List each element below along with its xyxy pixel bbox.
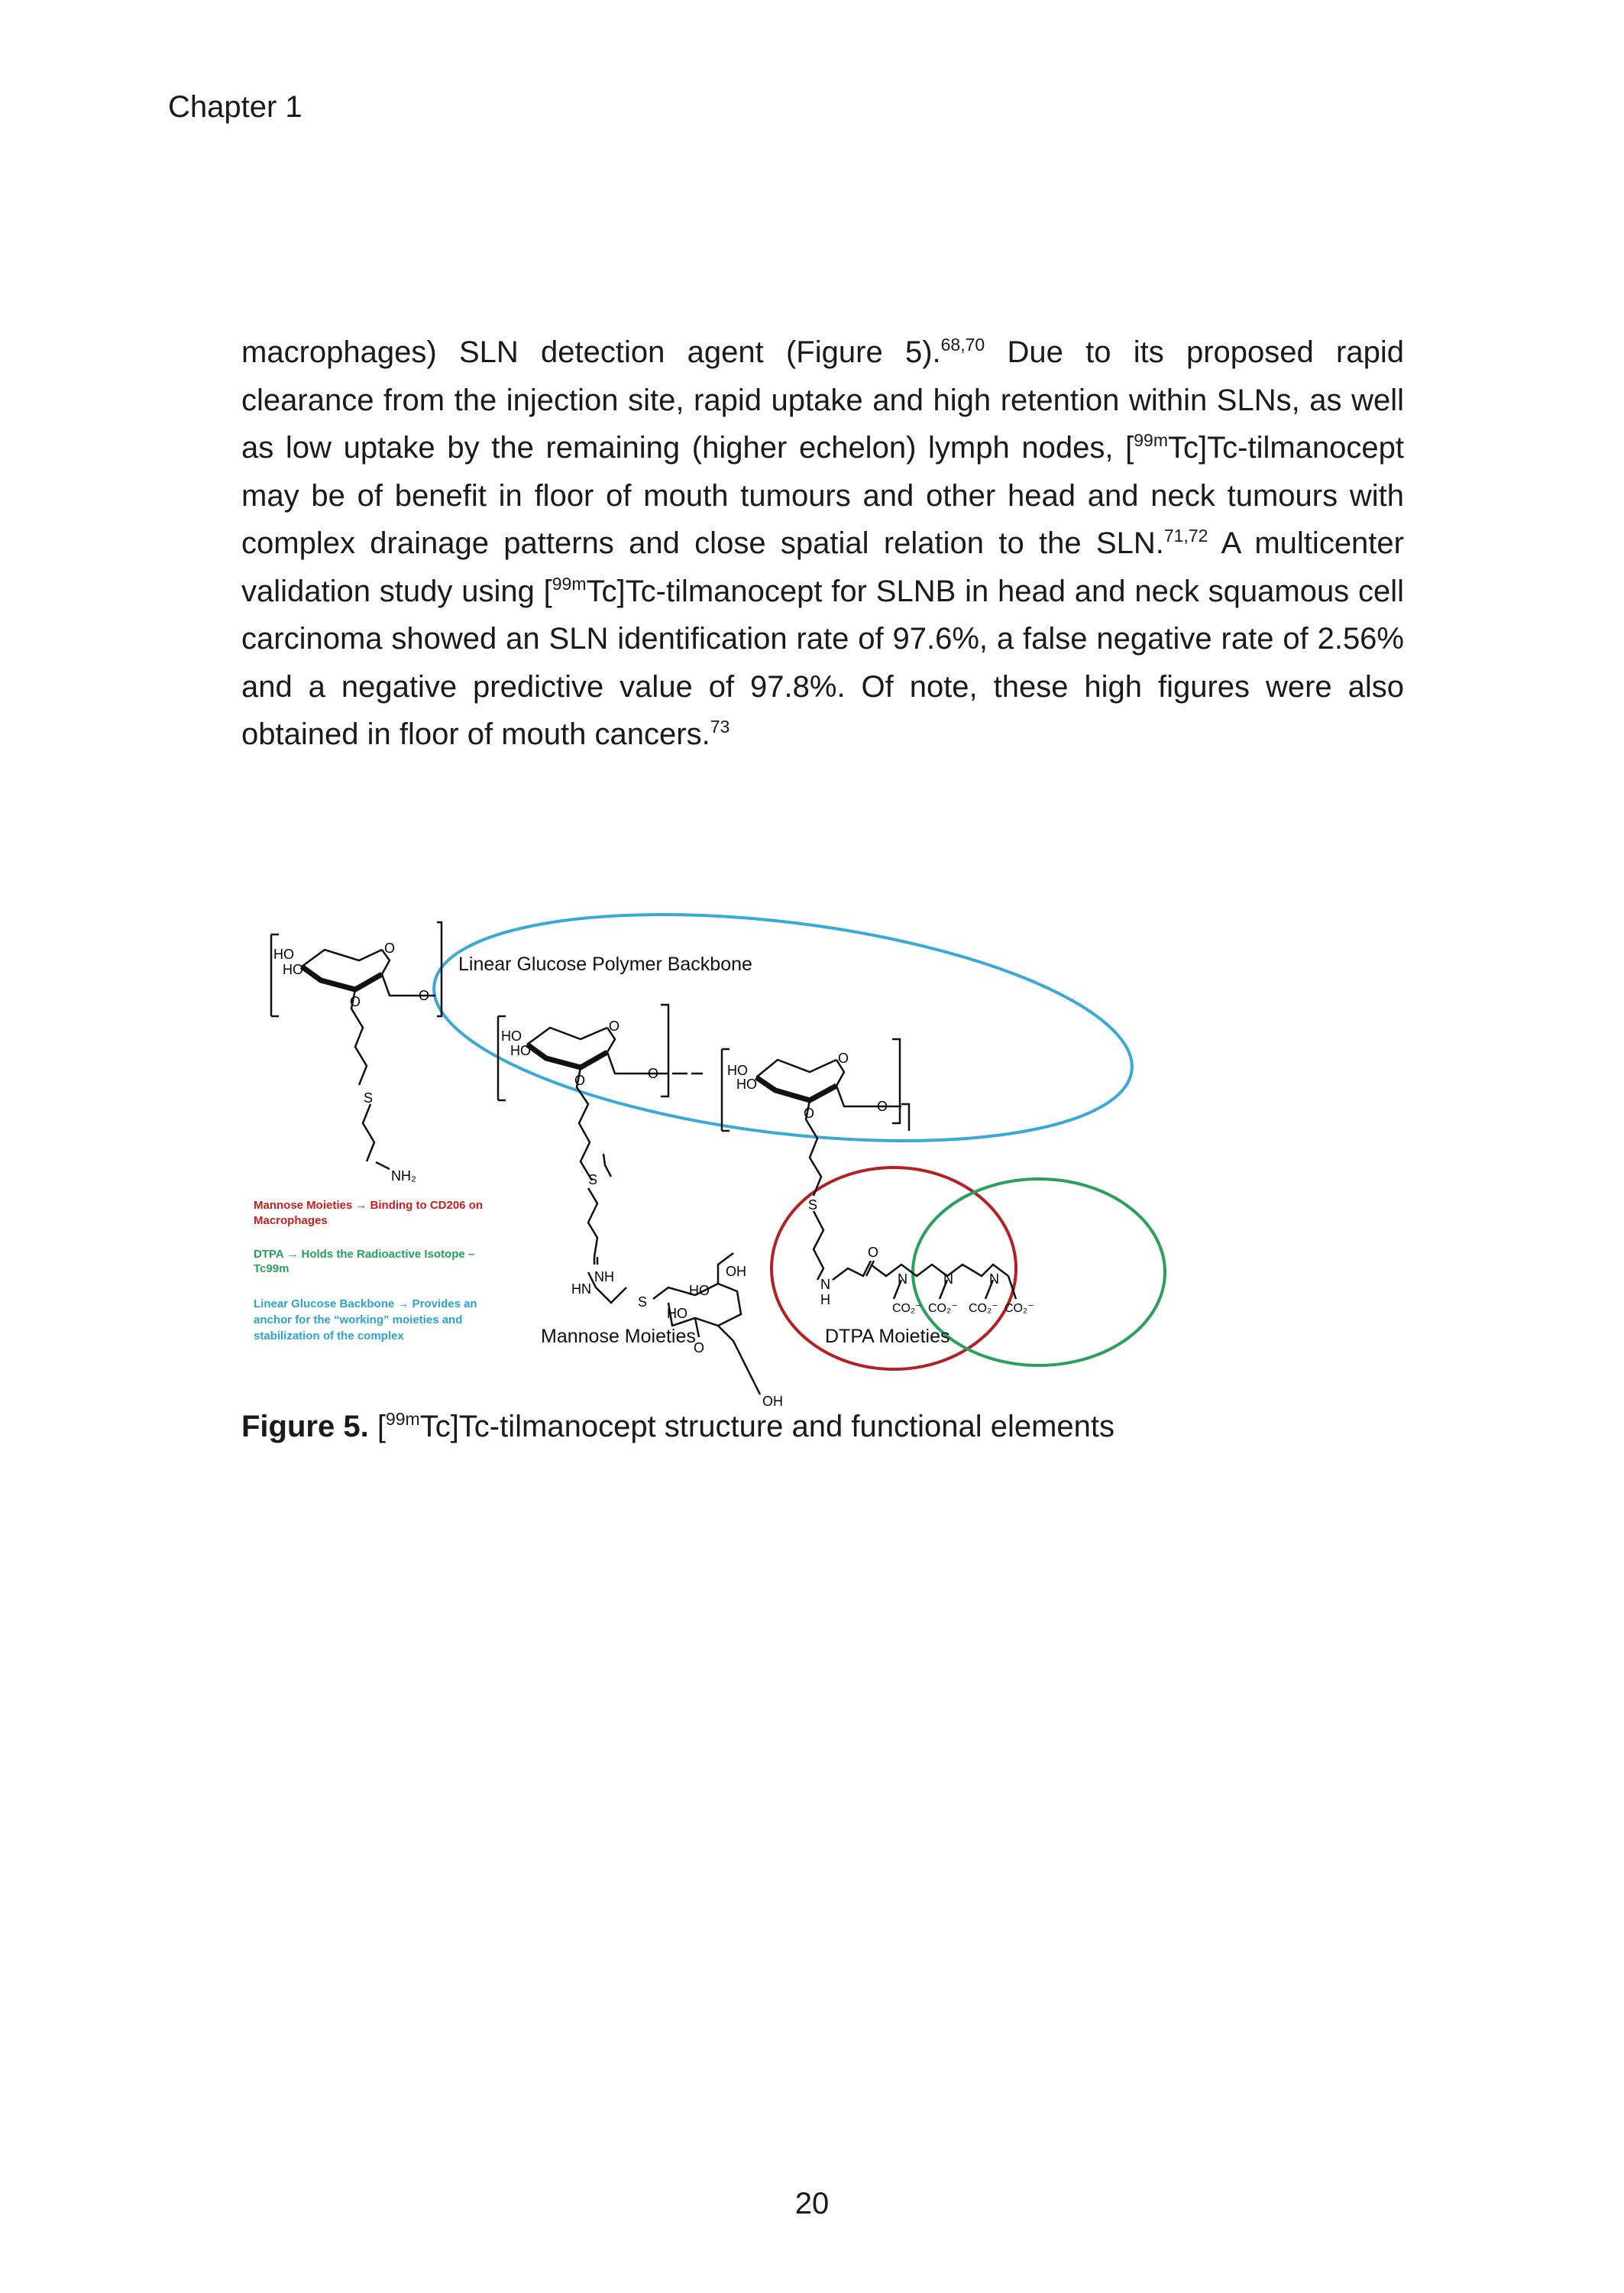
ho-label: HO bbox=[283, 962, 303, 977]
legend-dtpa-line2: Tc99m bbox=[254, 1262, 290, 1275]
ho-label: HO bbox=[689, 1283, 710, 1298]
oh-label: OH bbox=[726, 1264, 746, 1279]
legend-mannose-line1: Mannose Moieties → Binding to CD206 on bbox=[254, 1199, 484, 1212]
s-label: S bbox=[638, 1294, 648, 1310]
co2-label: CO₂⁻ bbox=[892, 1302, 922, 1315]
co2-label: CO₂⁻ bbox=[969, 1302, 998, 1315]
legend-backbone-line3: stabilization of the complex bbox=[254, 1329, 404, 1342]
body-paragraph bbox=[241, 329, 1404, 759]
figure-legend bbox=[254, 1199, 483, 1342]
n-label: N bbox=[898, 1271, 907, 1287]
page-number: 20 bbox=[794, 2187, 830, 2220]
text-segment: Tc]Tc-tilmanocept may be of benefit in floor of mouth tumours and other head and neck tumours with complex drainage patterns and close spatial relation to the SLN. bbox=[241, 431, 1404, 560]
s-label: S bbox=[364, 1090, 374, 1106]
glucose-ring-1 bbox=[271, 922, 442, 1161]
reference-superscript: 68,70 bbox=[940, 335, 985, 355]
figure-caption bbox=[241, 1410, 1114, 1444]
o-label: O bbox=[609, 1019, 620, 1034]
o-label: O bbox=[838, 1051, 849, 1066]
nh-label: NH bbox=[594, 1269, 614, 1284]
s-label: S bbox=[808, 1197, 818, 1213]
n-label: N bbox=[820, 1277, 830, 1292]
isotope-superscript: 99m bbox=[1134, 430, 1169, 450]
hn-label: HN bbox=[571, 1281, 591, 1297]
legend-dtpa-line1: DTPA → Holds the Radioactive Isotope – bbox=[254, 1248, 475, 1261]
ho-label: HO bbox=[736, 1077, 757, 1092]
caption-label: Figure 5. bbox=[241, 1410, 369, 1443]
legend-backbone-line2: anchor for the “working” moieties and bbox=[254, 1313, 463, 1326]
reference-superscript: 71,72 bbox=[1163, 526, 1208, 546]
text-segment: macrophages) SLN detection agent (Figure 5). bbox=[241, 335, 941, 369]
text-segment: A multicenter validation study using [ bbox=[241, 526, 1404, 608]
o-label: O bbox=[694, 1340, 705, 1355]
legend-mannose-line2: Macrophages bbox=[254, 1214, 328, 1227]
caption-pre: [ bbox=[368, 1410, 386, 1443]
o-label: O bbox=[574, 1073, 586, 1088]
ho-label: HO bbox=[273, 947, 294, 962]
ho-label: HO bbox=[501, 1028, 522, 1044]
glucose-ring-2 bbox=[498, 1005, 703, 1181]
tilmanocept-figure bbox=[229, 875, 1108, 1409]
isotope-superscript: 99m bbox=[552, 573, 587, 594]
legend-backbone-line1: Linear Glucose Backbone → Provides an bbox=[254, 1297, 477, 1310]
n-label: N bbox=[989, 1271, 999, 1287]
chapter-header: Chapter 1 bbox=[168, 90, 302, 124]
o-label: O bbox=[648, 1066, 659, 1081]
co2-label: CO₂⁻ bbox=[928, 1302, 958, 1315]
o-label: O bbox=[419, 988, 430, 1003]
reference-superscript: 73 bbox=[710, 717, 730, 737]
o-label: O bbox=[804, 1106, 815, 1121]
glucose-ring-3 bbox=[722, 1039, 909, 1196]
n-label: N bbox=[943, 1271, 953, 1287]
o-label: O bbox=[868, 1245, 879, 1260]
oh-label: OH bbox=[762, 1394, 783, 1409]
dtpa-moieties-label: DTPA Moieties bbox=[825, 1326, 950, 1347]
text-segment: Due to its proposed rapid clearance from the injection site, rapid uptake and high retention within SLNs, as well as low uptake by the remaining (higher echelon) lymph nodes, [ bbox=[241, 335, 1404, 465]
o-label: O bbox=[384, 941, 396, 956]
ho-label: HO bbox=[667, 1306, 687, 1321]
mannose-moieties-label: Mannose Moieties bbox=[541, 1326, 696, 1347]
backbone-ellipse bbox=[422, 880, 1145, 1175]
text-segment: Tc]Tc-tilmanocept for SLNB in head and neck squamous cell carcinoma showed an SLN identification rate of 97.6%, a false negative rate of 2.56% and a negative predictive value of 97.8%. Of note, these high figures were also obtained in floor of mouth cancers. bbox=[241, 574, 1405, 751]
nh2-label: NH₂ bbox=[391, 1168, 416, 1184]
h-label: H bbox=[820, 1292, 830, 1307]
ho-label: HO bbox=[510, 1043, 531, 1058]
tilmanocept-structure-diagram bbox=[229, 875, 1108, 1409]
o-label: O bbox=[350, 994, 361, 1009]
co2-label: CO₂⁻ bbox=[1004, 1302, 1034, 1315]
s-label: S bbox=[588, 1172, 598, 1187]
backbone-label: Linear Glucose Polymer Backbone bbox=[458, 954, 752, 975]
caption-text: Tc]Tc-tilmanocept structure and functional elements bbox=[419, 1410, 1115, 1443]
isotope-superscript: 99m bbox=[385, 1409, 420, 1429]
o-label: O bbox=[877, 1099, 888, 1114]
ho-label: HO bbox=[727, 1063, 748, 1078]
